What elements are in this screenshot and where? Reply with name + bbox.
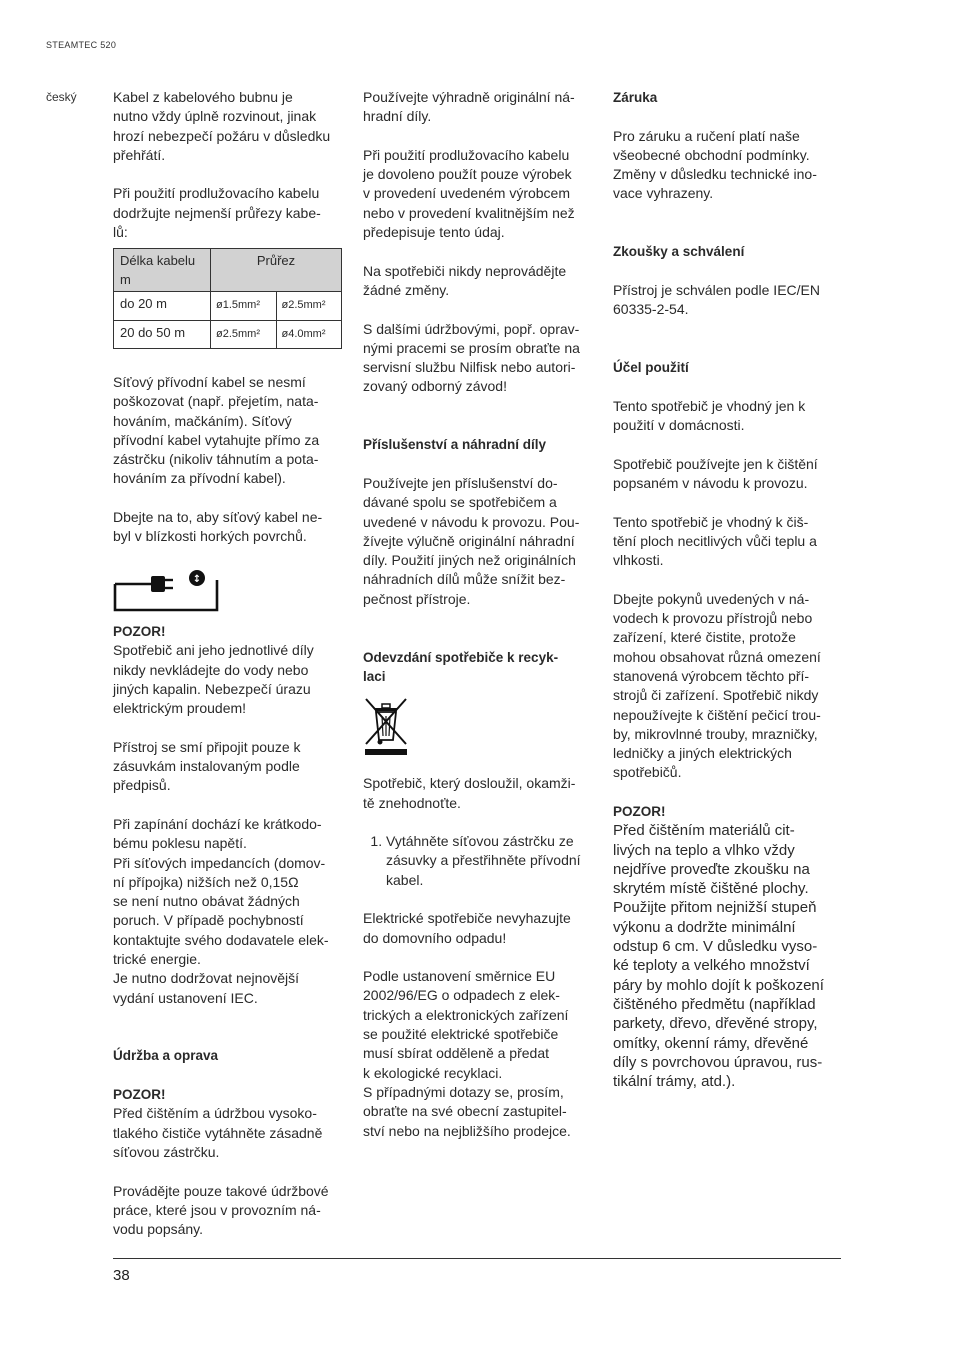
table-row [114,320,342,348]
plug-warning-icon [113,566,221,612]
section-heading-tests: Zkoušky a schválení [613,244,745,260]
list-item [386,832,595,890]
paragraph: Při použití prodlužovacího kabelu je dovoleno použít pouze výrobek v provedení uvedeném výrobcem nebo v provedení kvalitnějším než předepisuje tento údaj. [363,146,575,241]
paragraph: Používejte jen příslušenství do- dávané spolu se spotřebičem a uvedené v návodu k provozu. Pou- žívejte výlučně originální náhradní díly. Použití jiných než originálních náhradních dílů může snížit bez- pečnost přístroje. [363,474,580,607]
paragraph: Elektrické spotřebiče nevyhazujte do domovního odpadu! [363,910,571,946]
table-cell-length: do 20 m [114,292,211,320]
table-header-section: Průřez [211,249,342,292]
paragraph: Dbejte na to, aby síťový kabel ne- byl v blízkosti horkých povrchů. [113,509,323,545]
section-heading-use: Účel použití [613,360,689,376]
paragraph: Přístroj se smí připojit pouze k zásuvkám instalovaným podle předpisů. [113,738,301,794]
section-heading-warranty: Záruka [613,90,658,105]
steps-list [363,832,595,890]
paragraph: Kabel z kabelového bubnu je nutno vždy úplně rozvinout, jinak hrozí nebezpečí požáru v důsledku přehřátí. [113,89,331,163]
table-cell: ø4.0mm² [276,320,342,348]
paragraph: Používejte výhradně originální ná- hradní díly. [363,89,575,125]
paragraph: Dbejte pokynů uvedených v ná- vodech k provozu přístrojů nebo zařízení, které čistite, protože mohou obsahovat různá omezení stanovená výrobcem těchto pří- strojů či zařízení. Spotřebič nikdy nepoužívejte k čištění pečicí trou- by, mikrovlnné trouby, mrazničky, ledničky a jiných elektrických spotřebičů. [613,590,821,781]
warning-text: Před čištěním materiálů cit- livých na teplo a vlhko vždy nejdříve proveďte zkoušku na skrytém místě čištěné plochy. Použijte přitom nejnižší stupeň výkonu a dodržte minimální odstup 6 cm. V důsledku vyso- ké teploty a velkého množství páry by mohlo dojít k poškození čištěného předmětu (například parkety, dřevo, dřevěné stropy, omítky, okenní rámy, dřevěné díly s povrchovou úpravou, rus- tikální trámy, atd.). [613,822,824,1091]
warning-text: Spotřebič ani jeho jednotlivé díly nikdy nevkládejte do vody nebo jiných kapalin. Nebezpečí úrazu elektrickým proudem! [113,642,314,717]
warning-label: POZOR! [113,623,166,639]
section-heading-maintenance: Údržba a oprava [113,1048,219,1064]
paragraph: Při zapínání dochází ke krátkodo- bému poklesu napětí. Při síťových impedancích (domov- ní přípojka) nižších než 0,15Ω se není nutno obávat žádných poruch. V případě pochybností kontaktujte svého dodavatele elek- trické energie. Je nutno dodržovat nejnovější vydání ustanovení IEC. [113,815,329,1006]
column-3 [613,88,845,1111]
running-header: STEAMTEC 520 [46,40,117,50]
warning-label: POZOR! [613,803,666,819]
warning-text: Před čištěním a údržbou vysoko- tlakého čističe vytáhněte zásadně síťovou zástrčku. [113,1105,323,1160]
table-cell: ø2.5mm² [276,292,342,320]
paragraph: Na spotřebiči nikdy neprovádějte žádné změny. [363,262,567,298]
column-2 [363,88,595,1160]
paragraph: Tento spotřebič je vhodný k čiš- tění ploch necitlivých vůči teplu a vlhkosti. [613,513,817,569]
paragraph: Spotřebič používejte jen k čištění popsaném v návodu k provozu. [613,455,818,491]
svg-text:↕: ↕ [192,573,202,585]
paragraph: Pro záruku a ručení platí naše všeobecné obchodní podmínky. Změny v důsledku technické ino- vace vyhrazeny. [613,127,817,202]
paragraph: Podle ustanovení směrnice EU 2002/96/EG o odpadech z elek- trických a elektronických zařízení se použité elektrické spotřebiče musí sbírat odděleně a předat k ekologické recyklaci. S případnými dotazy se, prosím, obraťte na své obecní zastupitel- ství nebo na nejbližšího prodejce. [363,968,571,1139]
cable-cross-section-table [113,248,342,349]
paragraph: S dalšími údržbovými, popř. oprav- nými pracemi se prosím obraťte na servisní službu Nilfisk nebo autori- zovaný odborný závod! [363,320,580,395]
section-heading-recycling: Odevzdání spotřebiče k recyk- laci [363,649,559,684]
paragraph: Spotřebič, který dosloužil, okamži- tě znehodnoťte. [363,775,576,811]
paragraph: Tento spotřebič je vhodný jen k použití v domácnosti. [613,397,806,434]
table-cell: ø1.5mm² [211,292,277,320]
table-header-length: Délka kabelu m [114,249,211,292]
section-heading-accessories: Příslušenství a náhradní díly [363,437,547,453]
paragraph: Provádějte pouze takové údržbové práce, které jsou v provozním ná- vodu popsány. [113,1182,329,1238]
warning-label: POZOR! [113,1087,166,1103]
table-cell-length: 20 do 50 m [114,320,211,348]
crossed-bin-icon [363,696,409,756]
paragraph: Síťový přívodní kabel se nesmí poškozovat (např. přejetím, nata- hováním, mačkáním). Síťový přívodní kabel vytahujte přímo za zástrčku (nikoliv táhnutím a pota- hováním za přívodní kabel). [113,373,320,487]
table-row [114,292,342,320]
footer-rule [113,1258,841,1259]
table-cell: ø2.5mm² [211,320,277,348]
column-1 [113,88,345,1259]
language-label: český [46,90,77,104]
paragraph: Přístroj je schválen podle IEC/EN 60335-2-54. [613,281,820,318]
step-text: Vytáhněte síťovou zástrčku ze zásuvky a přestřihněte přívodní kabel. [386,833,581,888]
page-number: 38 [113,1267,130,1284]
paragraph: Při použití prodlužovacího kabelu dodržujte nejmenší průřezy kabe- lů: [113,185,321,241]
